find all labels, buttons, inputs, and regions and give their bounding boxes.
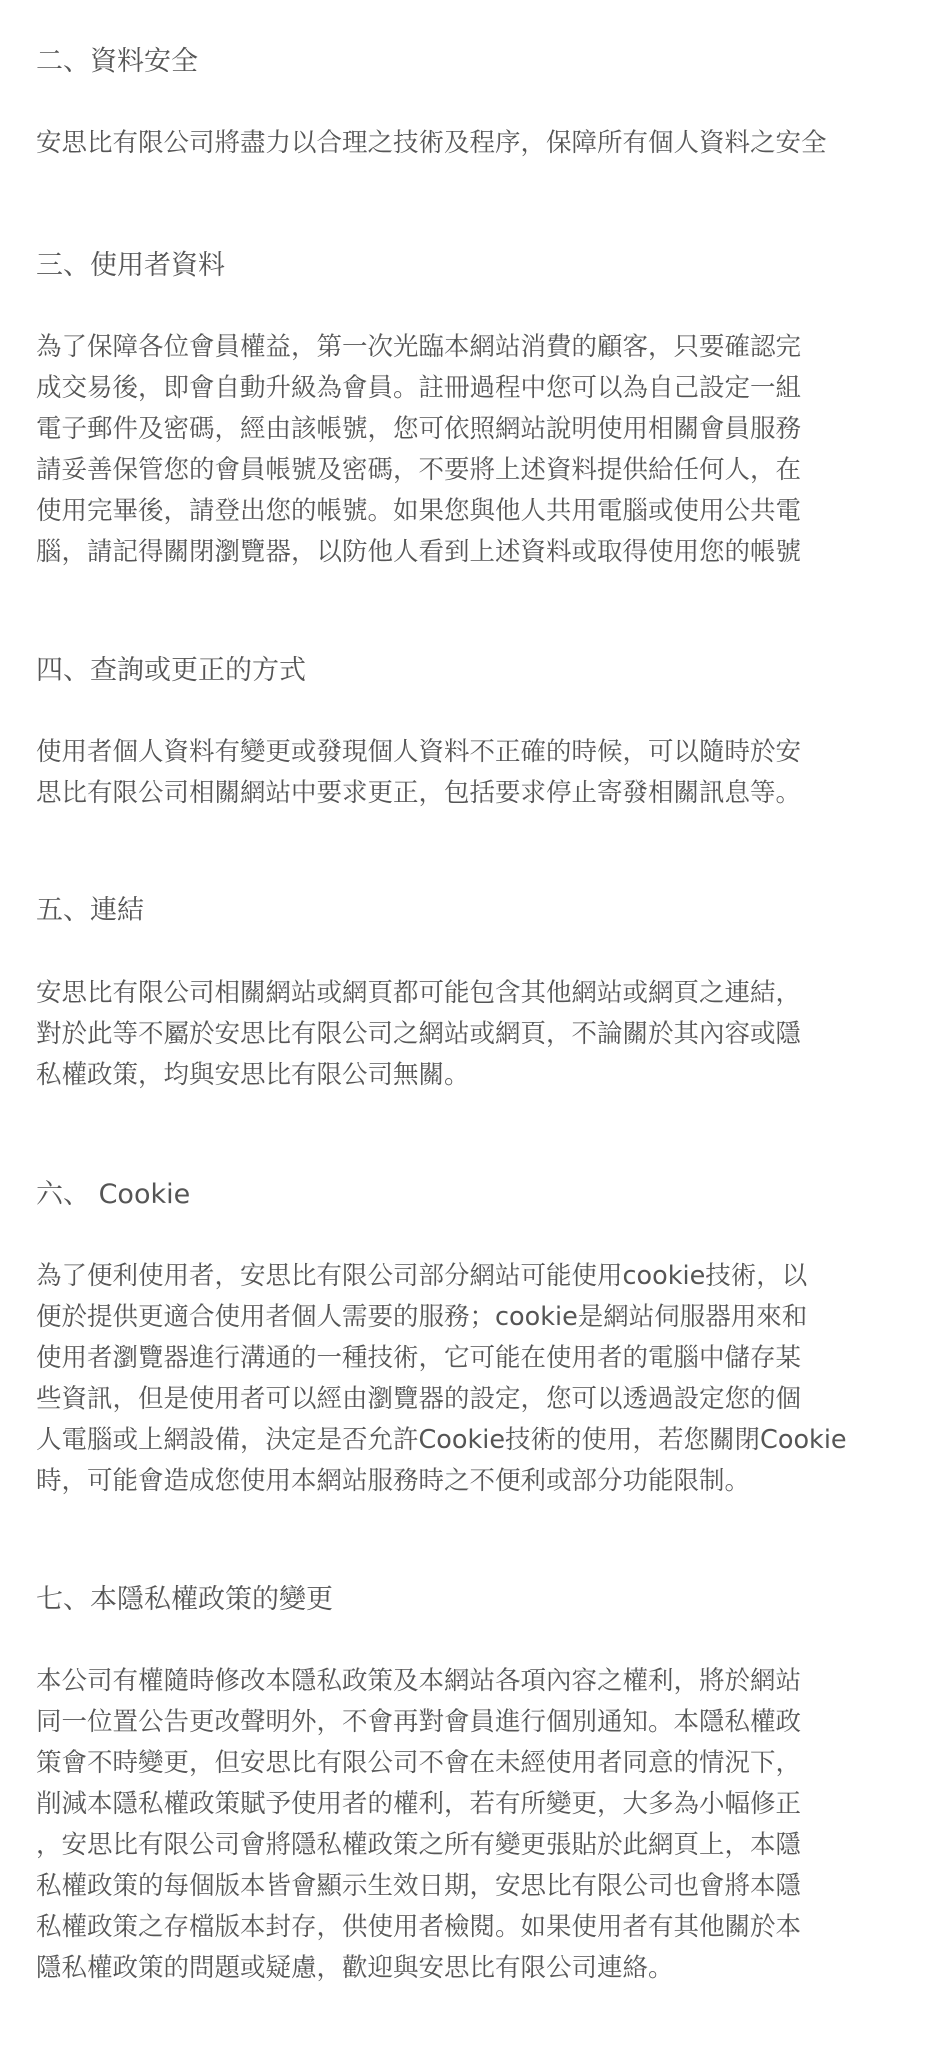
- paragraph-line: 人電腦或上網設備，決定是否允許Cookie技術的使用，若您關閉Cookie: [36, 1425, 847, 1455]
- paragraph-line: ，安思比有限公司會將隱私權政策之所有變更張貼於此網頁上，本隱: [36, 1830, 802, 1860]
- paragraph-line: 私權政策，均與安思比有限公司無關。: [36, 1060, 470, 1090]
- paragraph-line: 便於提供更適合使用者個人需要的服務；cookie是網站伺服器用來和: [36, 1302, 808, 1332]
- section-heading-data-security: 二、資料安全: [36, 46, 198, 77]
- paragraph-line: 思比有限公司相關網站中要求更正，包括要求停止寄發相關訊息等。: [36, 778, 802, 808]
- paragraph-line: 請妥善保管您的會員帳號及密碼，不要將上述資料提供給任何人，在: [36, 455, 802, 485]
- section-heading-links: 五、連結: [36, 895, 144, 926]
- paragraph-line: 使用者瀏覽器進行溝通的一種技術，它可能在使用者的電腦中儲存某: [36, 1343, 802, 1373]
- paragraph-line: 本公司有權隨時修改本隱私政策及本網站各項內容之權利，將於網站: [36, 1666, 802, 1696]
- paragraph-line: 成交易後，即會自動升級為會員。註冊過程中您可以為自己設定一組: [36, 373, 802, 403]
- paragraph-line: 私權政策的每個版本皆會顯示生效日期，安思比有限公司也會將本隱: [36, 1871, 802, 1901]
- paragraph-line: 隱私權政策的問題或疑慮，歡迎與安思比有限公司連絡。: [36, 1953, 674, 1983]
- paragraph-line: 使用完畢後，請登出您的帳號。如果您與他人共用電腦或使用公共電: [36, 496, 802, 526]
- section-body-links: [36, 973, 898, 1096]
- section-body-cookie: [36, 1256, 898, 1502]
- paragraph-line: 為了便利使用者，安思比有限公司部分網站可能使用cookie技術，以: [36, 1261, 808, 1291]
- section-body-data-security: [36, 123, 898, 164]
- paragraph-line: 些資訊，但是使用者可以經由瀏覽器的設定，您可以透過設定您的個: [36, 1384, 802, 1414]
- paragraph-line: 使用者個人資料有變更或發現個人資料不正確的時候，可以隨時於安: [36, 737, 802, 767]
- section-heading-policy-changes: 七、本隱私權政策的變更: [36, 1584, 333, 1615]
- paragraph-line: 為了保障各位會員權益，第一次光臨本網站消費的顧客，只要確認完: [36, 332, 802, 362]
- section-body-user-data: [36, 327, 898, 573]
- section-heading-cookie: 六、 Cookie: [36, 1179, 191, 1210]
- section-heading-user-data: 三、使用者資料: [36, 250, 225, 281]
- paragraph-line: 腦，請記得關閉瀏覽器，以防他人看到上述資料或取得使用您的帳號: [36, 537, 802, 567]
- paragraph-line: 私權政策之存檔版本封存，供使用者檢閱。如果使用者有其他關於本: [36, 1912, 802, 1942]
- paragraph-line: 安思比有限公司相關網站或網頁都可能包含其他網站或網頁之連結，: [36, 978, 802, 1008]
- paragraph-line: 安思比有限公司將盡力以合理之技術及程序，保障所有個人資料之安全: [36, 128, 827, 158]
- paragraph-line: 電子郵件及密碼，經由該帳號，您可依照網站說明使用相關會員服務: [36, 414, 802, 444]
- paragraph-line: 時，可能會造成您使用本網站服務時之不便利或部分功能限制。: [36, 1466, 751, 1496]
- paragraph-line: 對於此等不屬於安思比有限公司之網站或網頁，不論關於其內容或隱: [36, 1019, 802, 1049]
- section-body-policy-changes: [36, 1661, 898, 1989]
- section-body-query-or-correction: [36, 732, 898, 814]
- paragraph-line: 同一位置公告更改聲明外，不會再對會員進行個別通知。本隱私權政: [36, 1707, 802, 1737]
- section-heading-query-or-correction: 四、查詢或更正的方式: [36, 655, 306, 686]
- paragraph-line: 削減本隱私權政策賦予使用者的權利，若有所變更，大多為小幅修正: [36, 1789, 802, 1819]
- paragraph-line: 策會不時變更，但安思比有限公司不會在未經使用者同意的情況下，: [36, 1748, 802, 1778]
